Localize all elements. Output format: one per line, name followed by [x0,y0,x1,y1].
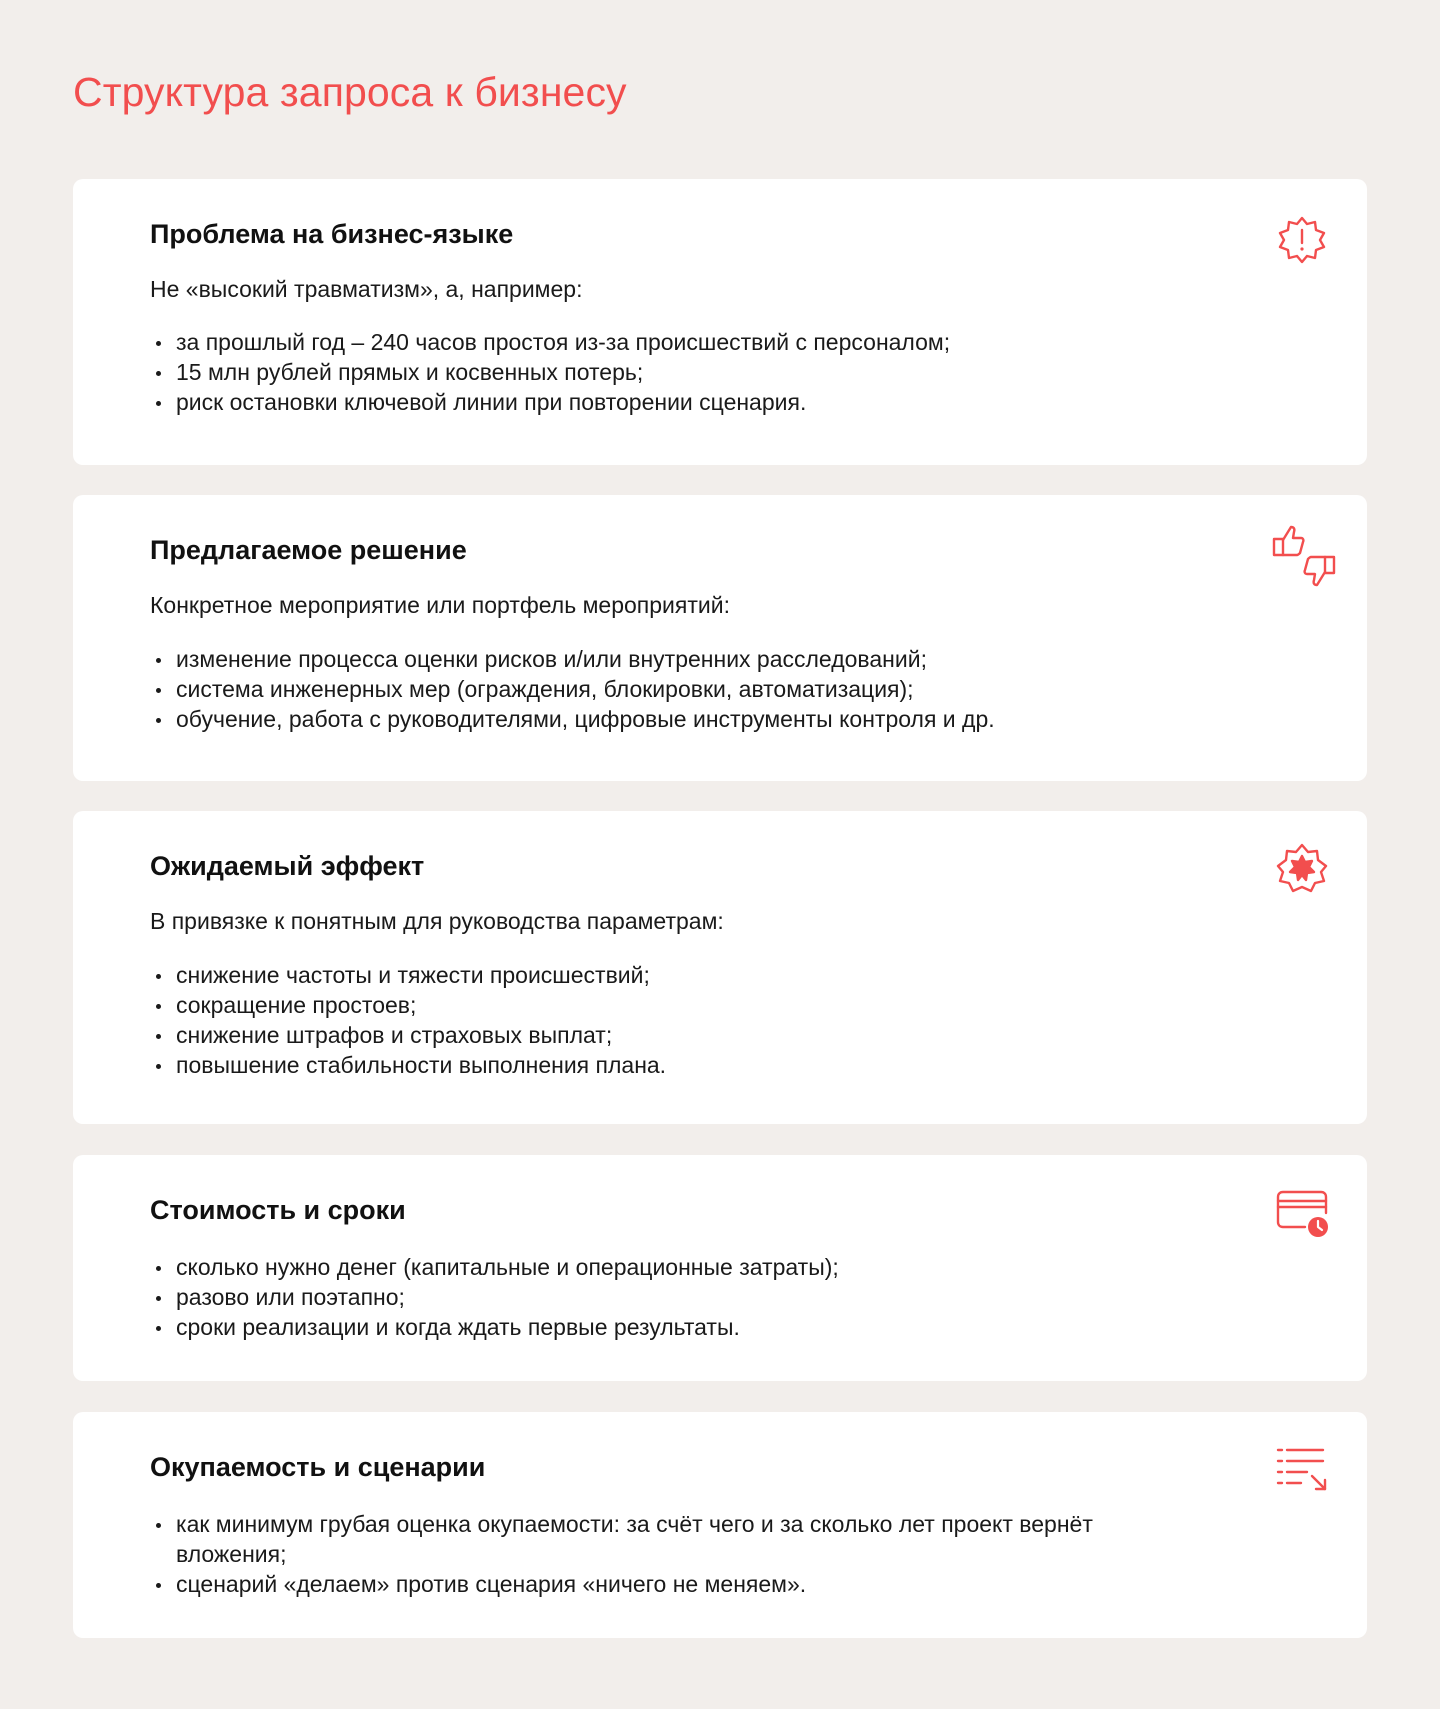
card-list [150,960,1150,1080]
card-list [150,644,1150,734]
card-title: Проблема на бизнес-языке [150,219,514,249]
card-problem [73,179,1367,465]
card-list [150,1509,1150,1599]
list-item: риск остановки ключевой линии при повторении сценария. [150,387,1150,417]
card-solution [73,495,1367,781]
list-item: повышение стабильности выполнения плана. [150,1050,1150,1080]
list-sort-icon [1275,1444,1329,1498]
card-intro: Конкретное мероприятие или портфель мероприятий: [150,592,730,618]
page-title: Структура запроса к бизнесу [73,69,627,115]
list-item: разово или поэтапно; [150,1282,1150,1312]
card-clock-icon [1275,1187,1329,1241]
card-title: Предлагаемое решение [150,535,467,565]
badge-star-icon [1275,842,1329,896]
list-item: изменение процесса оценки рисков и/или внутренних расследований; [150,644,1150,674]
list-item: снижение штрафов и страховых выплат; [150,1020,1150,1050]
card-list [150,327,1150,417]
list-item: 15 млн рублей прямых и косвенных потерь; [150,357,1150,387]
list-item: как минимум грубая оценка окупаемости: за счёт чего и за сколько лет проект вернёт вложения; [150,1509,1150,1569]
thumbs-up-down-icon [1271,523,1337,589]
list-item: снижение частоты и тяжести происшествий; [150,960,1150,990]
card-cost [73,1155,1367,1381]
card-payback [73,1412,1367,1638]
list-item: за прошлый год – 240 часов простоя из-за происшествий с персоналом; [150,327,1150,357]
card-intro: В привязке к понятным для руководства параметрам: [150,908,724,934]
list-item: сколько нужно денег (капитальные и операционные затраты); [150,1252,1150,1282]
list-item: сокращение простоев; [150,990,1150,1020]
list-item: обучение, работа с руководителями, цифровые инструменты контроля и др. [150,704,1150,734]
card-title: Ожидаемый эффект [150,851,425,881]
card-intro: Не «высокий травматизм», а, например: [150,276,583,302]
card-title: Окупаемость и сценарии [150,1452,486,1482]
gear-alert-icon [1275,213,1329,267]
card-effect [73,811,1367,1124]
list-item: сценарий «делаем» против сценария «ничего не меняем». [150,1569,1150,1599]
list-item: сроки реализации и когда ждать первые результаты. [150,1312,1150,1342]
card-list [150,1252,1150,1342]
list-item: система инженерных мер (ограждения, блокировки, автоматизация); [150,674,1150,704]
card-title: Стоимость и сроки [150,1195,406,1225]
